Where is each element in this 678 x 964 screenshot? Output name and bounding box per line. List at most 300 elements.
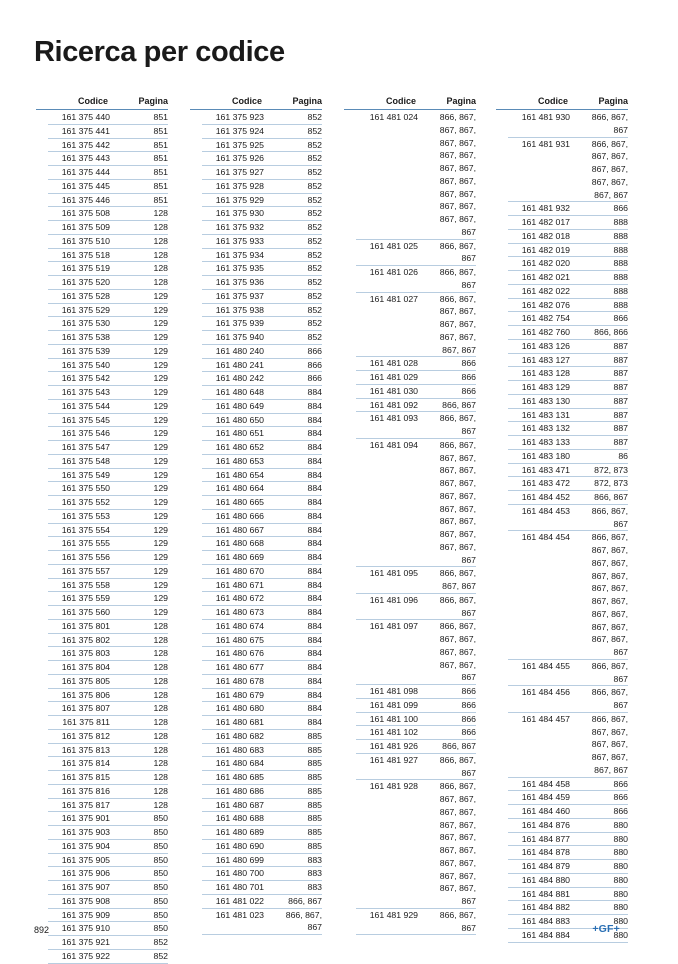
page-ref: 867, 867, <box>439 478 476 488</box>
part-code: 161 375 540 <box>61 359 110 370</box>
page-ref: 867 <box>461 279 476 290</box>
table-row <box>190 139 322 153</box>
part-code: 161 480 669 <box>215 552 264 562</box>
page-ref: 866, 867, <box>591 505 628 516</box>
page-ref: 867 <box>461 896 476 906</box>
page-ref: 129 <box>153 373 168 384</box>
table-row <box>190 757 322 771</box>
page-ref: 867 <box>613 700 628 710</box>
part-code: 161 483 127 <box>521 354 570 365</box>
page-ref: 880 <box>613 833 628 844</box>
table-row <box>36 634 168 648</box>
table-row <box>36 482 168 496</box>
part-code: 161 480 651 <box>215 428 264 439</box>
table-row <box>36 620 168 634</box>
table-row <box>190 482 322 496</box>
part-code: 161 484 884 <box>521 929 570 940</box>
part-code: 161 480 671 <box>215 579 264 590</box>
table-row <box>496 312 628 326</box>
page-ref: 866 <box>461 699 476 710</box>
part-code: 161 480 687 <box>215 799 264 810</box>
part-code: 161 375 548 <box>61 455 110 466</box>
part-code: 161 375 906 <box>61 868 110 879</box>
part-code: 161 375 934 <box>215 249 264 260</box>
part-code: 161 484 882 <box>521 902 570 913</box>
table-row <box>36 936 168 950</box>
page-ref: 884 <box>307 387 322 397</box>
part-code: 161 482 076 <box>521 299 570 310</box>
page-ref: 866 <box>461 358 476 369</box>
table-row <box>344 412 476 439</box>
page-ref: 884 <box>307 662 322 672</box>
table-row <box>190 207 322 221</box>
part-code: 161 375 814 <box>61 758 110 769</box>
table-row <box>190 592 322 606</box>
page-ref: 852 <box>307 263 322 274</box>
column-header <box>496 95 628 110</box>
part-code: 161 481 098 <box>369 686 418 696</box>
part-code: 161 375 806 <box>61 689 110 700</box>
part-code: 161 480 672 <box>215 593 264 604</box>
part-code: 161 484 879 <box>521 861 570 871</box>
part-code: 161 481 926 <box>369 741 418 751</box>
part-code: 161 480 667 <box>215 524 264 535</box>
table-row <box>190 675 322 689</box>
table-row <box>36 139 168 153</box>
index-column-3 <box>344 95 476 935</box>
part-code: 161 480 650 <box>215 414 264 425</box>
part-code: 161 375 446 <box>61 194 110 205</box>
table-row <box>496 340 628 354</box>
part-code: 161 482 021 <box>521 272 570 282</box>
page-ref: 867, 867, <box>439 634 476 644</box>
table-row <box>36 565 168 579</box>
part-code: 161 375 444 <box>61 167 110 177</box>
table-row <box>36 895 168 909</box>
part-code: 161 375 815 <box>61 772 110 782</box>
page-ref: 129 <box>153 510 168 521</box>
part-code: 161 375 905 <box>61 854 110 865</box>
page-ref: 851 <box>153 194 168 205</box>
table-row <box>36 469 168 483</box>
page-ref: 850 <box>153 813 168 824</box>
page-refs <box>344 780 476 908</box>
table-row <box>36 785 168 799</box>
table-row <box>344 780 476 909</box>
part-code: 161 480 653 <box>215 455 264 466</box>
page-ref: 852 <box>307 332 322 342</box>
part-code: 161 480 688 <box>215 813 264 824</box>
part-code: 161 481 931 <box>521 138 570 149</box>
part-code: 161 375 933 <box>215 235 264 246</box>
page-ref: 866, 867, <box>591 112 628 122</box>
part-code: 161 375 518 <box>61 249 110 260</box>
page-ref: 852 <box>307 235 322 246</box>
page-ref: 887 <box>613 395 628 406</box>
table-row <box>496 791 628 805</box>
part-code: 161 481 022 <box>215 895 264 906</box>
part-code: 161 375 552 <box>61 497 110 507</box>
page-ref: 867, 867, <box>439 214 476 224</box>
page-ref: 867, 867, <box>591 596 628 606</box>
part-code: 161 484 880 <box>521 874 570 885</box>
page-ref: 867 <box>461 607 476 618</box>
page-ref: 867, 867, <box>439 794 476 804</box>
page-ref: 128 <box>153 208 168 219</box>
page-ref: 866 <box>307 359 322 370</box>
part-code: 161 375 557 <box>61 565 110 576</box>
page-ref: 884 <box>307 579 322 590</box>
table-row <box>36 125 168 139</box>
table-row <box>496 450 628 464</box>
part-code: 161 480 675 <box>215 634 264 645</box>
table-row <box>496 354 628 368</box>
part-code: 161 480 648 <box>215 387 264 397</box>
page-ref: 884 <box>307 565 322 576</box>
page-ref: 850 <box>153 854 168 865</box>
table-row <box>496 257 628 271</box>
page-ref: 867, 867, <box>591 621 628 632</box>
table-row <box>36 826 168 840</box>
part-code: 161 375 539 <box>61 345 110 356</box>
part-code: 161 482 754 <box>521 313 570 324</box>
part-code: 161 482 017 <box>521 217 570 227</box>
page-ref: 867, 867, <box>439 883 476 894</box>
page-ref: 884 <box>307 469 322 480</box>
part-code: 161 481 029 <box>369 372 418 382</box>
page-ref: 880 <box>613 888 628 899</box>
page-ref: 866 <box>613 778 628 789</box>
page-ref: 128 <box>153 222 168 232</box>
table-row <box>496 436 628 450</box>
column-header <box>344 95 476 110</box>
part-code: 161 480 680 <box>215 703 264 714</box>
page-ref: 852 <box>307 139 322 150</box>
part-code: 161 375 546 <box>61 428 110 439</box>
part-code: 161 481 928 <box>369 781 418 792</box>
table-row <box>36 854 168 868</box>
page-ref: 885 <box>307 730 322 741</box>
page-ref: 852 <box>307 194 322 205</box>
table-row <box>190 427 322 441</box>
table-row <box>36 812 168 826</box>
table-row <box>190 469 322 483</box>
part-code: 161 484 452 <box>521 492 570 502</box>
table-row <box>496 888 628 902</box>
table-row <box>190 565 322 579</box>
part-code: 161 480 241 <box>215 359 264 370</box>
table-row <box>190 840 322 854</box>
page-ref: 867, 867, <box>439 529 476 539</box>
table-row <box>190 689 322 703</box>
page-ref: 867, 867, <box>591 608 628 619</box>
table-row <box>36 689 168 703</box>
table-row <box>190 317 322 331</box>
part-code: 161 483 180 <box>521 450 570 461</box>
table-row <box>36 799 168 813</box>
page-ref: 867 <box>461 253 476 264</box>
table-row <box>190 606 322 620</box>
part-code: 161 483 471 <box>521 464 570 475</box>
page-ref: 884 <box>307 620 322 631</box>
page-ref: 867, 867, <box>439 541 476 552</box>
page-ref: 852 <box>307 277 322 287</box>
table-row <box>36 455 168 469</box>
page-ref: 888 <box>613 299 628 310</box>
page-refs <box>496 531 628 659</box>
table-row <box>190 400 322 414</box>
page-ref: 852 <box>307 304 322 315</box>
part-code: 161 375 547 <box>61 442 110 452</box>
table-row <box>190 661 322 675</box>
table-row <box>36 317 168 331</box>
table-row <box>190 620 322 634</box>
table-row <box>496 846 628 860</box>
page-ref: 866, 867, <box>439 754 476 765</box>
part-code: 161 483 472 <box>521 478 570 489</box>
table-row <box>36 276 168 290</box>
page-ref: 867, 867, <box>439 137 476 148</box>
table-row <box>36 400 168 414</box>
table-row <box>190 634 322 648</box>
part-code: 161 375 922 <box>61 950 110 961</box>
part-code: 161 375 807 <box>61 703 110 714</box>
page-ref: 867, 867, <box>439 646 476 657</box>
part-code: 161 375 510 <box>61 235 110 246</box>
table-row <box>496 409 628 423</box>
page-ref: 866, 867, <box>439 568 476 579</box>
table-row <box>496 464 628 478</box>
page-ref: 852 <box>307 153 322 164</box>
table-row <box>190 441 322 455</box>
part-code: 161 481 030 <box>369 385 418 396</box>
code-header: Codice <box>537 96 568 106</box>
part-code: 161 484 460 <box>521 806 570 816</box>
page-ref: 866 <box>461 713 476 724</box>
part-code: 161 375 907 <box>61 882 110 892</box>
table-row <box>36 867 168 881</box>
page-ref: 128 <box>153 758 168 769</box>
part-code: 161 375 903 <box>61 827 110 837</box>
page-ref: 884 <box>307 510 322 521</box>
part-code: 161 480 682 <box>215 730 264 741</box>
page-ref: 867 <box>461 426 476 436</box>
page-ref: 128 <box>153 689 168 700</box>
page-title: Ricerca per codice <box>34 36 285 68</box>
table-row <box>496 202 628 216</box>
part-code: 161 375 519 <box>61 263 110 274</box>
page-ref: 866, 867, <box>439 621 476 632</box>
table-row <box>190 414 322 428</box>
table-row <box>36 909 168 923</box>
page-ref: 851 <box>153 167 168 177</box>
page-ref: 884 <box>307 442 322 452</box>
page-ref: 129 <box>153 593 168 604</box>
table-row <box>190 854 322 868</box>
page-ref: 884 <box>307 483 322 494</box>
table-row <box>496 531 628 660</box>
part-code: 161 375 801 <box>61 620 110 631</box>
page-ref: 866, 867 <box>594 492 628 502</box>
part-code: 161 375 560 <box>61 607 110 617</box>
table-row <box>190 744 322 758</box>
part-code: 161 482 022 <box>521 285 570 296</box>
page-ref: 867, 867, <box>439 845 476 855</box>
table-row <box>36 249 168 263</box>
table-row <box>496 778 628 792</box>
part-code: 161 375 802 <box>61 634 110 645</box>
table-row <box>36 207 168 221</box>
page-ref: 867, 867 <box>594 189 628 200</box>
table-row <box>36 840 168 854</box>
table-row <box>496 285 628 299</box>
table-row <box>344 371 476 385</box>
part-code: 161 480 677 <box>215 662 264 672</box>
page-ref: 850 <box>153 840 168 851</box>
part-code: 161 480 649 <box>215 400 264 411</box>
page-ref: 129 <box>153 469 168 480</box>
page-ref: 880 <box>613 819 628 830</box>
table-row <box>190 290 322 304</box>
page-ref: 885 <box>307 827 322 837</box>
page-ref: 880 <box>613 847 628 858</box>
page-ref: 867, 867, <box>439 331 476 342</box>
page-ref: 884 <box>307 648 322 659</box>
table-row <box>496 216 628 230</box>
part-code: 161 484 459 <box>521 792 570 803</box>
table-row <box>496 505 628 532</box>
part-code: 161 482 020 <box>521 258 570 269</box>
page-ref: 867, 867, <box>439 150 476 161</box>
table-row <box>36 702 168 716</box>
part-code: 161 375 545 <box>61 414 110 425</box>
page-ref: 867, 867, <box>439 306 476 317</box>
table-row <box>36 524 168 538</box>
table-row <box>190 510 322 524</box>
table-row <box>36 152 168 166</box>
table-row <box>190 221 322 235</box>
part-code: 161 480 678 <box>215 675 264 686</box>
part-code: 161 375 928 <box>215 180 264 191</box>
page-refs <box>344 439 476 567</box>
page-ref: 866, 867, <box>439 267 476 277</box>
table-row <box>36 744 168 758</box>
table-row <box>190 579 322 593</box>
page-ref: 129 <box>153 538 168 549</box>
page-ref: 884 <box>307 497 322 507</box>
part-code: 161 375 921 <box>61 937 110 947</box>
table-row <box>36 757 168 771</box>
table-row <box>36 359 168 373</box>
page-ref: 867 <box>461 767 476 778</box>
part-code: 161 375 812 <box>61 730 110 741</box>
table-row <box>36 304 168 318</box>
page-ref: 866, 867, <box>439 439 476 450</box>
part-code: 161 375 904 <box>61 840 110 851</box>
part-code: 161 375 559 <box>61 593 110 604</box>
page-ref: 867, 867, <box>439 465 476 476</box>
table-row <box>36 414 168 428</box>
page-ref: 852 <box>307 249 322 260</box>
page-ref: 128 <box>153 730 168 741</box>
page-ref: 866, 867, <box>439 293 476 304</box>
table-row <box>344 754 476 781</box>
page-ref: 867, 867, <box>591 634 628 645</box>
index-rows <box>344 111 476 935</box>
page-ref: 867, 867 <box>594 764 628 775</box>
page-ref: 887 <box>613 354 628 365</box>
page-ref: 128 <box>153 648 168 659</box>
part-code: 161 481 094 <box>369 439 418 450</box>
part-code: 161 375 558 <box>61 579 110 590</box>
part-code: 161 481 100 <box>369 713 418 724</box>
table-row <box>190 111 322 125</box>
table-row <box>36 675 168 689</box>
page-ref: 128 <box>153 235 168 246</box>
part-code: 161 484 454 <box>521 532 570 543</box>
page-ref: 867 <box>307 922 322 933</box>
table-row <box>190 372 322 386</box>
page-ref: 867, 867, <box>439 516 476 527</box>
page-ref: 885 <box>307 813 322 824</box>
part-code: 161 375 940 <box>215 332 264 342</box>
table-row <box>36 716 168 730</box>
part-code: 161 480 664 <box>215 483 264 494</box>
page-ref: 128 <box>153 703 168 714</box>
page-ref: 866 <box>461 385 476 396</box>
table-row <box>36 647 168 661</box>
part-code: 161 481 093 <box>369 413 418 424</box>
table-row <box>496 660 628 687</box>
part-code: 161 483 130 <box>521 395 570 406</box>
page-ref: 129 <box>153 318 168 329</box>
table-row <box>496 901 628 915</box>
table-row <box>344 293 476 358</box>
page-ref: 884 <box>307 593 322 604</box>
table-row <box>36 922 168 936</box>
part-code: 161 480 665 <box>215 497 264 507</box>
page-ref: 852 <box>307 222 322 232</box>
page-ref: 867, 867, <box>439 452 476 463</box>
page-ref: 866, 867, <box>591 713 628 724</box>
part-code: 161 375 555 <box>61 538 110 549</box>
page-ref: 129 <box>153 332 168 342</box>
page-ref: 866 <box>461 372 476 382</box>
table-row <box>344 620 476 685</box>
part-code: 161 480 701 <box>215 882 264 892</box>
page-ref: 129 <box>153 400 168 411</box>
table-row <box>344 439 476 568</box>
part-code: 161 484 458 <box>521 778 570 789</box>
table-row <box>190 276 322 290</box>
table-row <box>36 386 168 400</box>
table-row <box>190 895 322 909</box>
page-ref: 885 <box>307 744 322 755</box>
part-code: 161 375 813 <box>61 744 110 755</box>
part-code: 161 480 676 <box>215 648 264 659</box>
table-row <box>344 909 476 936</box>
table-row <box>190 166 322 180</box>
page-ref: 128 <box>153 772 168 782</box>
part-code: 161 481 099 <box>369 699 418 710</box>
part-code: 161 480 240 <box>215 345 264 356</box>
index-column-4 <box>496 95 628 943</box>
page-ref: 129 <box>153 442 168 452</box>
page-ref: 129 <box>153 579 168 590</box>
table-row <box>190 537 322 551</box>
table-row <box>344 699 476 713</box>
page-ref: 883 <box>307 882 322 892</box>
